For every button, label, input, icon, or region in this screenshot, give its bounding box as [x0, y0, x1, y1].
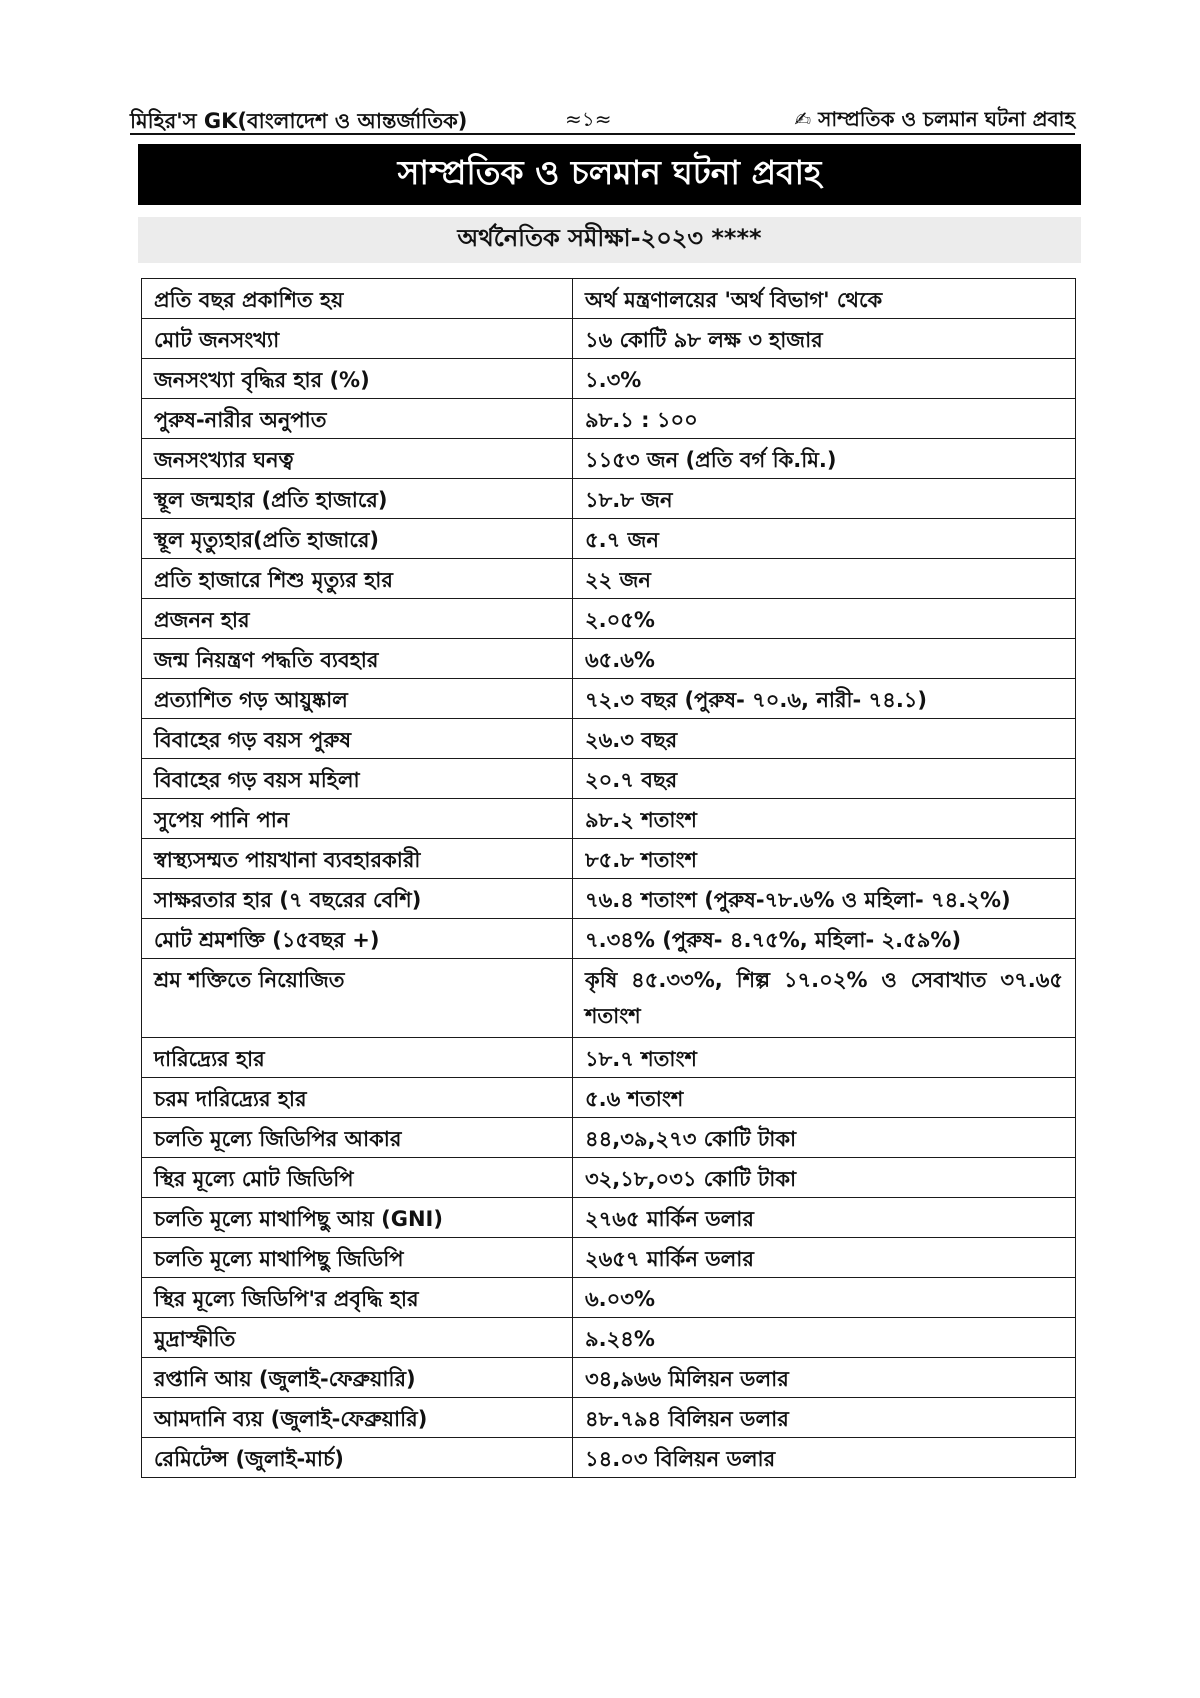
table-row: [142, 1158, 1076, 1198]
table-row: [142, 599, 1076, 639]
row-value: ৪৪,৩৯,২৭৩ কোটি টাকা: [573, 1118, 1076, 1158]
table-row: [142, 399, 1076, 439]
row-value: অর্থ মন্ত্রণালয়ের 'অর্থ বিভাগ' থেকে: [573, 279, 1076, 319]
page-number: ≈১≈: [565, 107, 612, 131]
chapter-title: ✍ সাম্প্রতিক ও চলমান ঘটনা প্রবাহ: [794, 107, 1075, 131]
table-row: [142, 559, 1076, 599]
row-label: সাক্ষরতার হার (৭ বছরের বেশি): [142, 879, 573, 919]
row-value: ১.৩%: [573, 359, 1076, 399]
row-label: জন্ম নিয়ন্ত্রণ পদ্ধতি ব্যবহার: [142, 639, 573, 679]
row-label: আমদানি ব্যয় (জুলাই-ফেব্রুয়ারি): [142, 1398, 573, 1438]
row-value: ৬৫.৬%: [573, 639, 1076, 679]
row-label: স্বাস্থ্যসম্মত পায়খানা ব্যবহারকারী: [142, 839, 573, 879]
row-value: ৩৪,৯৬৬ মিলিয়ন ডলার: [573, 1358, 1076, 1398]
table-row: [142, 1358, 1076, 1398]
row-value: ৪৮.৭৯৪ বিলিয়ন ডলার: [573, 1398, 1076, 1438]
table-row: [142, 319, 1076, 359]
row-value: ৭২.৩ বছর (পুরুষ- ৭০.৬, নারী- ৭৪.১): [573, 679, 1076, 719]
row-label: বিবাহের গড় বয়স মহিলা: [142, 759, 573, 799]
row-value: ৭৬.৪ শতাংশ (পুরুষ-৭৮.৬% ও মহিলা- ৭৪.২%): [573, 879, 1076, 919]
row-label: চলতি মূল্যে মাথাপিছু জিডিপি: [142, 1238, 573, 1278]
row-value: ১৮.৮ জন: [573, 479, 1076, 519]
row-value: ২৬.৩ বছর: [573, 719, 1076, 759]
row-value: ২.০৫%: [573, 599, 1076, 639]
row-label: স্থূল জন্মহার (প্রতি হাজারে): [142, 479, 573, 519]
table-row: [142, 679, 1076, 719]
table-row: [142, 1398, 1076, 1438]
table-row: [142, 1438, 1076, 1478]
row-label: প্রজনন হার: [142, 599, 573, 639]
row-label: স্থূল মৃত্যুহার(প্রতি হাজারে): [142, 519, 573, 559]
row-value: ২৬৫৭ মার্কিন ডলার: [573, 1238, 1076, 1278]
table-row: [142, 1118, 1076, 1158]
row-label: বিবাহের গড় বয়স পুরুষ: [142, 719, 573, 759]
table-row: [142, 1038, 1076, 1078]
row-value: ১১৫৩ জন (প্রতি বর্গ কি.মি.): [573, 439, 1076, 479]
row-value: ৫.৬ শতাংশ: [573, 1078, 1076, 1118]
table-row: [142, 759, 1076, 799]
row-value: ৬.০৩%: [573, 1278, 1076, 1318]
table-row: [142, 479, 1076, 519]
row-label: রেমিটেন্স (জুলাই-মার্চ): [142, 1438, 573, 1478]
table-row: [142, 799, 1076, 839]
row-label: চলতি মূল্যে মাথাপিছু আয় (GNI): [142, 1198, 573, 1238]
row-label: প্রতি হাজারে শিশু মৃত্যুর হার: [142, 559, 573, 599]
table-row: [142, 279, 1076, 319]
row-label: রপ্তানি আয় (জুলাই-ফেব্রুয়ারি): [142, 1358, 573, 1398]
row-label: স্থির মূল্যে জিডিপি'র প্রবৃদ্ধি হার: [142, 1278, 573, 1318]
table-row: [142, 639, 1076, 679]
row-value: ৯.২৪%: [573, 1318, 1076, 1358]
row-label: প্রত্যাশিত গড় আয়ুষ্কাল: [142, 679, 573, 719]
row-label: মোট জনসংখ্যা: [142, 319, 573, 359]
table-row: [142, 719, 1076, 759]
book-title: মিহির'স GK(বাংলাদেশ ও আন্তর্জাতিক): [130, 109, 468, 133]
row-label: মুদ্রাস্ফীতি: [142, 1318, 573, 1358]
economic-survey-table: [141, 278, 1076, 1478]
table-row: [142, 919, 1076, 959]
table-row: [142, 359, 1076, 399]
table-row: [142, 839, 1076, 879]
table-row: [142, 1198, 1076, 1238]
table-row: [142, 879, 1076, 919]
row-label: স্থির মূল্যে মোট জিডিপি: [142, 1158, 573, 1198]
row-label: প্রতি বছর প্রকাশিত হয়: [142, 279, 573, 319]
row-label: মোট শ্রমশক্তি (১৫বছর +): [142, 919, 573, 959]
table-row: [142, 1238, 1076, 1278]
row-value: ৭.৩৪% (পুরুষ- ৪.৭৫%, মহিলা- ২.৫৯%): [573, 919, 1076, 959]
row-label: চলতি মূল্যে জিডিপির আকার: [142, 1118, 573, 1158]
row-value: ২৭৬৫ মার্কিন ডলার: [573, 1198, 1076, 1238]
table-row: [142, 1078, 1076, 1118]
row-value: ১৬ কোটি ৯৮ লক্ষ ৩ হাজার: [573, 319, 1076, 359]
row-value: ৩২,১৮,০৩১ কোটি টাকা: [573, 1158, 1076, 1198]
row-value: ৫.৭ জন: [573, 519, 1076, 559]
table-row: [142, 1318, 1076, 1358]
row-value: কৃষি ৪৫.৩৩%, শিল্প ১৭.০২% ও সেবাখাত ৩৭.৬৫ শতাংশ: [573, 959, 1076, 1038]
row-label: শ্রম শক্তিতে নিয়োজিত: [142, 959, 573, 1038]
row-label: চরম দারিদ্র্যের হার: [142, 1078, 573, 1118]
section-title: সাম্প্রতিক ও চলমান ঘটনা প্রবাহ: [138, 144, 1081, 205]
row-value: ১৪.০৩ বিলিয়ন ডলার: [573, 1438, 1076, 1478]
table-row: [142, 1278, 1076, 1318]
section-subtitle: অর্থনৈতিক সমীক্ষা-২০২৩ ****: [138, 217, 1081, 263]
row-label: জনসংখ্যা বৃদ্ধির হার (%): [142, 359, 573, 399]
table-row: [142, 519, 1076, 559]
row-value: ৮৫.৮ শতাংশ: [573, 839, 1076, 879]
row-label: দারিদ্র্যের হার: [142, 1038, 573, 1078]
row-label: সুপেয় পানি পান: [142, 799, 573, 839]
row-label: পুরুষ-নারীর অনুপাত: [142, 399, 573, 439]
row-value: ৯৮.১ : ১০০: [573, 399, 1076, 439]
row-label: জনসংখ্যার ঘনত্ব: [142, 439, 573, 479]
row-value: ১৮.৭ শতাংশ: [573, 1038, 1076, 1078]
row-value: ২২ জন: [573, 559, 1076, 599]
table-row: [142, 959, 1076, 1038]
page-header: [130, 101, 1075, 135]
row-value: ২০.৭ বছর: [573, 759, 1076, 799]
row-value: ৯৮.২ শতাংশ: [573, 799, 1076, 839]
table-row: [142, 439, 1076, 479]
